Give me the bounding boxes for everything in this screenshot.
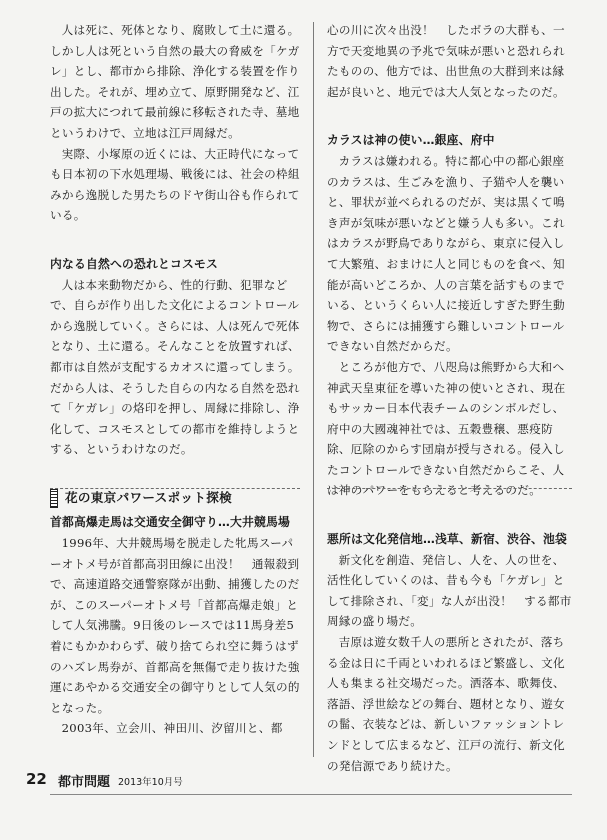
section-heading: 首都高爆走馬は交通安全御守り…大井競馬場	[50, 515, 290, 530]
feature-heading-text: 花の東京パワースポット探検	[65, 489, 232, 505]
section-separator	[50, 488, 300, 489]
section-heading: 内なる自然への恐れとコスモス	[50, 256, 218, 271]
column-divider	[313, 22, 314, 757]
paragraph: 心の川に次々出没！ したボラの大群も、一方で天変地異の予兆で気味が悪いと恐れられたものの、他方では、出世魚の大群到来は縁起が良いと、地元では大人気となったのだ。	[327, 23, 565, 99]
paragraph: 新文化を創造、発信し、人を、人の世を、活性化していくのは、昔も今も「ケガレ」として排除され、「変」な人が出没！ する都市周縁の盛り場だ。	[327, 552, 572, 629]
paragraph: カラスは嫌われる。特に都心中の都心銀座のカラスは、生ごみを漁り、子猫や人を襲いと、罪状が並べられるのだが、実は黒くて鳴き声が気味が悪いなどと嫌う人も多い。これはカラスが野鳥でありながら、東京に侵入して大繁殖、おまけに人と同じものを食べ、知能が高いどころか、人の言葉を話すものまでいる、というくらい人に接近しすぎた野生動物で、さらには捕獲すら難しいコントロールできない自然だからだ。	[327, 153, 565, 354]
paragraph: 吉原は遊女数千人の悪所とされたが、落ちる金は日に千両といわれるほど繁盛し、文化人も集まる社交場だった。洒落本、歌舞伎、落語、浮世絵などの舞台、題材となり、遊女の髷、衣装などは、新しいファッショントレンドとして広まるなど、江戸の流行、新文化の発信源であり続けた。	[327, 635, 565, 773]
paragraph: 2003年、立会川、神田川、汐留川と、都	[61, 721, 283, 736]
magazine-title: 都市問題	[58, 775, 111, 790]
section-heading: カラスは神の使い…銀座、府中	[327, 133, 495, 148]
issue-date: 2013年10月号	[118, 777, 183, 788]
paragraph: 実際、小塚原の近くには、大正時代になっても日本初の下水処理場、戦後には、社会の枠組みから逸脱した男たちのドヤ街山谷も作られている。	[50, 146, 300, 223]
page-number: 22	[26, 770, 47, 788]
section-heading: 悪所は文化発信地…浅草、新宿、渋谷、池袋	[327, 532, 567, 547]
feature-heading	[50, 488, 300, 509]
paragraph: ところが他方で、八咫烏は熊野から大和へ神武天皇東征を導いた神の使いとされ、現在もサッカー日本代表チームのシンボルだし、府中の大國魂神社では、五穀豊穣、悪疫防除、厄除のからす団扇が授与される。侵入したコントロールできない自然だからこそ、人は神のパワーをもらえると考えるのだ。	[327, 359, 566, 498]
right-column	[327, 20, 572, 776]
left-column	[50, 20, 300, 739]
page-footer	[0, 766, 607, 806]
heading-bar-icon	[50, 489, 58, 508]
footer-rule	[50, 794, 572, 795]
paragraph: 人は死に、死体となり、腐敗して土に還る。しかし人は死という自然の最大の脅威を「ケガレ」とし、都市から排除、浄化する装置を作り出した。それが、埋め立て、原野開発など、江戸の拡大につれて最前線に移転された寺、墓地というわけで、立地は江戸周縁だ。	[50, 23, 300, 140]
paragraph: 人は本来動物だから、性的行動、犯罪など で、自らが作り出した文化によるコントロールから逸脱していく。さらには、人は死んで死体となり、土に還る。そんなことを放置すれば、都市は自然が支配するカオスに還ってしまう。だから人は、そうした自らの内なる自然を恐れて「ケガレ」の烙印を押し、周縁に排除し、浄化して、コスモスとしての都市を維持しようとする、というわけなのだ。	[50, 277, 300, 457]
paragraph: 1996年、大井競馬場を脱走した牝馬スーパーオトメ号が首都高羽田線に出没！ 通報殺到で、高速道路交通警察隊が出動、捕獲したのだが、このスーパーオトメ号「首都高爆走娘」として人気沸騰。9日後のレースでは11馬身差5着にもかかわらず、破り捨てられ空に舞うはずのハズレ馬券が、首都高を無傷で走り抜けた強運にあやかる交通安全の御守りとして人気の的となった。	[50, 536, 300, 715]
section-separator	[327, 488, 572, 489]
